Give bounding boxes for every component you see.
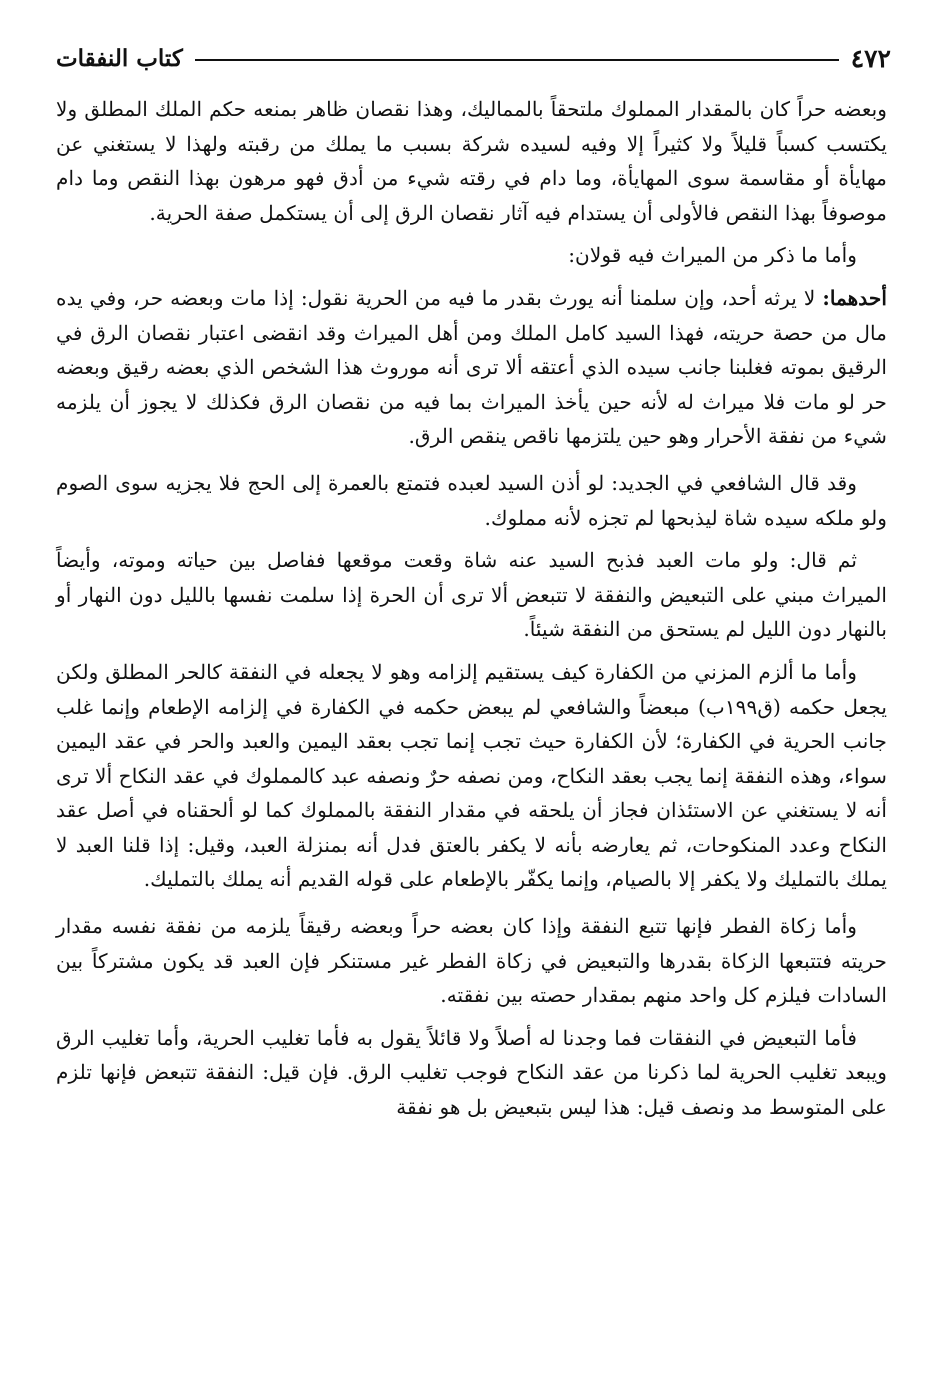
page-body	[56, 92, 887, 1125]
paragraph-7	[56, 909, 887, 1013]
chapter-title: كتاب النفقات	[56, 44, 183, 72]
paragraph-4	[56, 466, 887, 535]
paragraph-text: وبعضه حراً كان بالمقدار المملوك ملتحقاً بالمماليك، وهذا نقصان ظاهر بمنعه حكم الملك المطلق ولا يكتسب كسباً قليلاً ولا كثيراً إلا وفيه لسيده شركة بسبب ما يملك من رقبته ولهذا لا يستغني عن مهايأة أو مقاسمة سوى المهايأة، وما دام في رقته شيء من أدق فهو مرهون بهذا النقص وما دام موصوفاً بهذا النقص فالأولى أن يستدام فيه آثار نقصان الرق إلى أن يستكمل صفة الحرية.	[56, 97, 887, 225]
paragraph-text: وأما زكاة الفطر فإنها تتبع النفقة وإذا كان بعضه حراً وبعضه رقيقاً يلزمه من نفقة نفسه مقدار حريته فتتبعها الزكاة بقدرها والتبعيض في زكاة الفطر غير مستنكر فإن العبد قد يكون مشتركاً بين السادات فيلزم كل واحد منهم بمقدار حصته بين نفقته.	[56, 914, 887, 1008]
running-header	[56, 38, 891, 78]
paragraph-text: وقد قال الشافعي في الجديد: لو أذن السيد لعبده فتمتع بالعمرة إلى الحج فلا يجزيه سوى الصوم ولو ملكه سيده شاة ليذبحها لم تجزه لأنه مملوك.	[56, 470, 887, 530]
paragraph-text: وأما ما ألزم المزني من الكفارة كيف يستقيم إلزامه وهو لا يجعله في النفقة كالحر المطلق ولكن يجعل حكمه (ق١٩٩ب) مبعضاً والشافعي لم يبعض حكمه في الكفارة في إلزامه الإطعام وإنما غلب جانب الحرية في الكفارة؛ لأن الكفارة حيث تجب إنما تجب بعقد اليمين والعبد والحر في عقد اليمين سواء، وهذه النفقة إنما يجب بعقد النكاح، ومن نصفه حرٌ ونصفه عبد كالمملوك في عقد النكاح ألا ترى أنه لا يستغني عن الاستئذان فجاز أن يلحقه في مقدار النفقة بالمملوك كما لو ألحقناه في أصل عقد النكاح وعدد المنكوحات، ثم يعارضه بأنه لا يكفر بالعتق فدل أنه بمنزلة العبد، وقيل: إذا قلنا العبد لا يملك بالتمليك ولا يكفر إلا بالصيام، وإنما يكفّر بالإطعام على قوله القديم أنه يملك بالتمليك.	[56, 659, 888, 892]
page-number: ٤٧٢	[850, 43, 891, 73]
paragraph-text: ثم قال: ولو مات العبد فذبح السيد عنه شاة وقعت موقعها ففاصل بين حياته وموته، وأيضاً الميراث مبني على التبعيض والنفقة لا تتبعض ألا ترى أن الحرة إذا سلمت نفسها بالليل دون النهار أو بالنهار دون الليل لم يستحق من النفقة شيئاً.	[56, 548, 887, 642]
paragraph-text: وأما ما ذكر من الميراث فيه قولان:	[568, 243, 857, 268]
header-rule	[195, 59, 839, 61]
paragraph-2	[56, 238, 887, 273]
paragraph-3	[56, 281, 887, 454]
paragraph-lead: أحدهما:	[822, 285, 887, 310]
paragraph-5	[56, 543, 887, 647]
paragraph-6	[56, 655, 887, 897]
paragraph-text: فأما التبعيض في النفقات فما وجدنا له أصلاً ولا قائلاً يقول به فأما تغليب الحرية، وأما تغليب الرق ويبعد تغليب الحرية لما ذكرنا من عقد النكاح فوجب تغليب الرق. فإن قيل: النفقة تتبعض فإنها تلزم على المتوسط مد ونصف قيل: هذا ليس بتبعيض بل هو نفقة	[56, 1025, 887, 1120]
paragraph-text: لا يرثه أحد، وإن سلمنا أنه يورث بقدر ما فيه من الحرية نقول: إذا مات وبعضه حر، وفي يده مال من حصة حريته، فهذا السيد كامل الملك ومن أهل الميراث وقد انقضى اعتبار نقصان الرق في الرقيق بموته فغلبنا جانب سيده الذي أعتقه ألا ترى أنه موروث هذا الشخص الذي بعضه رقيق وبعضه حر لو مات فلا ميراث له لأنه حين يأخذ الميراث بما فيه من نقصان الرق فكذلك لا يجوز أن يلزمه شيء من نفقة الأحرار وهو حين يلتزمها ناقص ينقص الرق.	[56, 285, 887, 449]
paragraph-8	[56, 1021, 887, 1125]
paragraph-1	[56, 92, 887, 230]
